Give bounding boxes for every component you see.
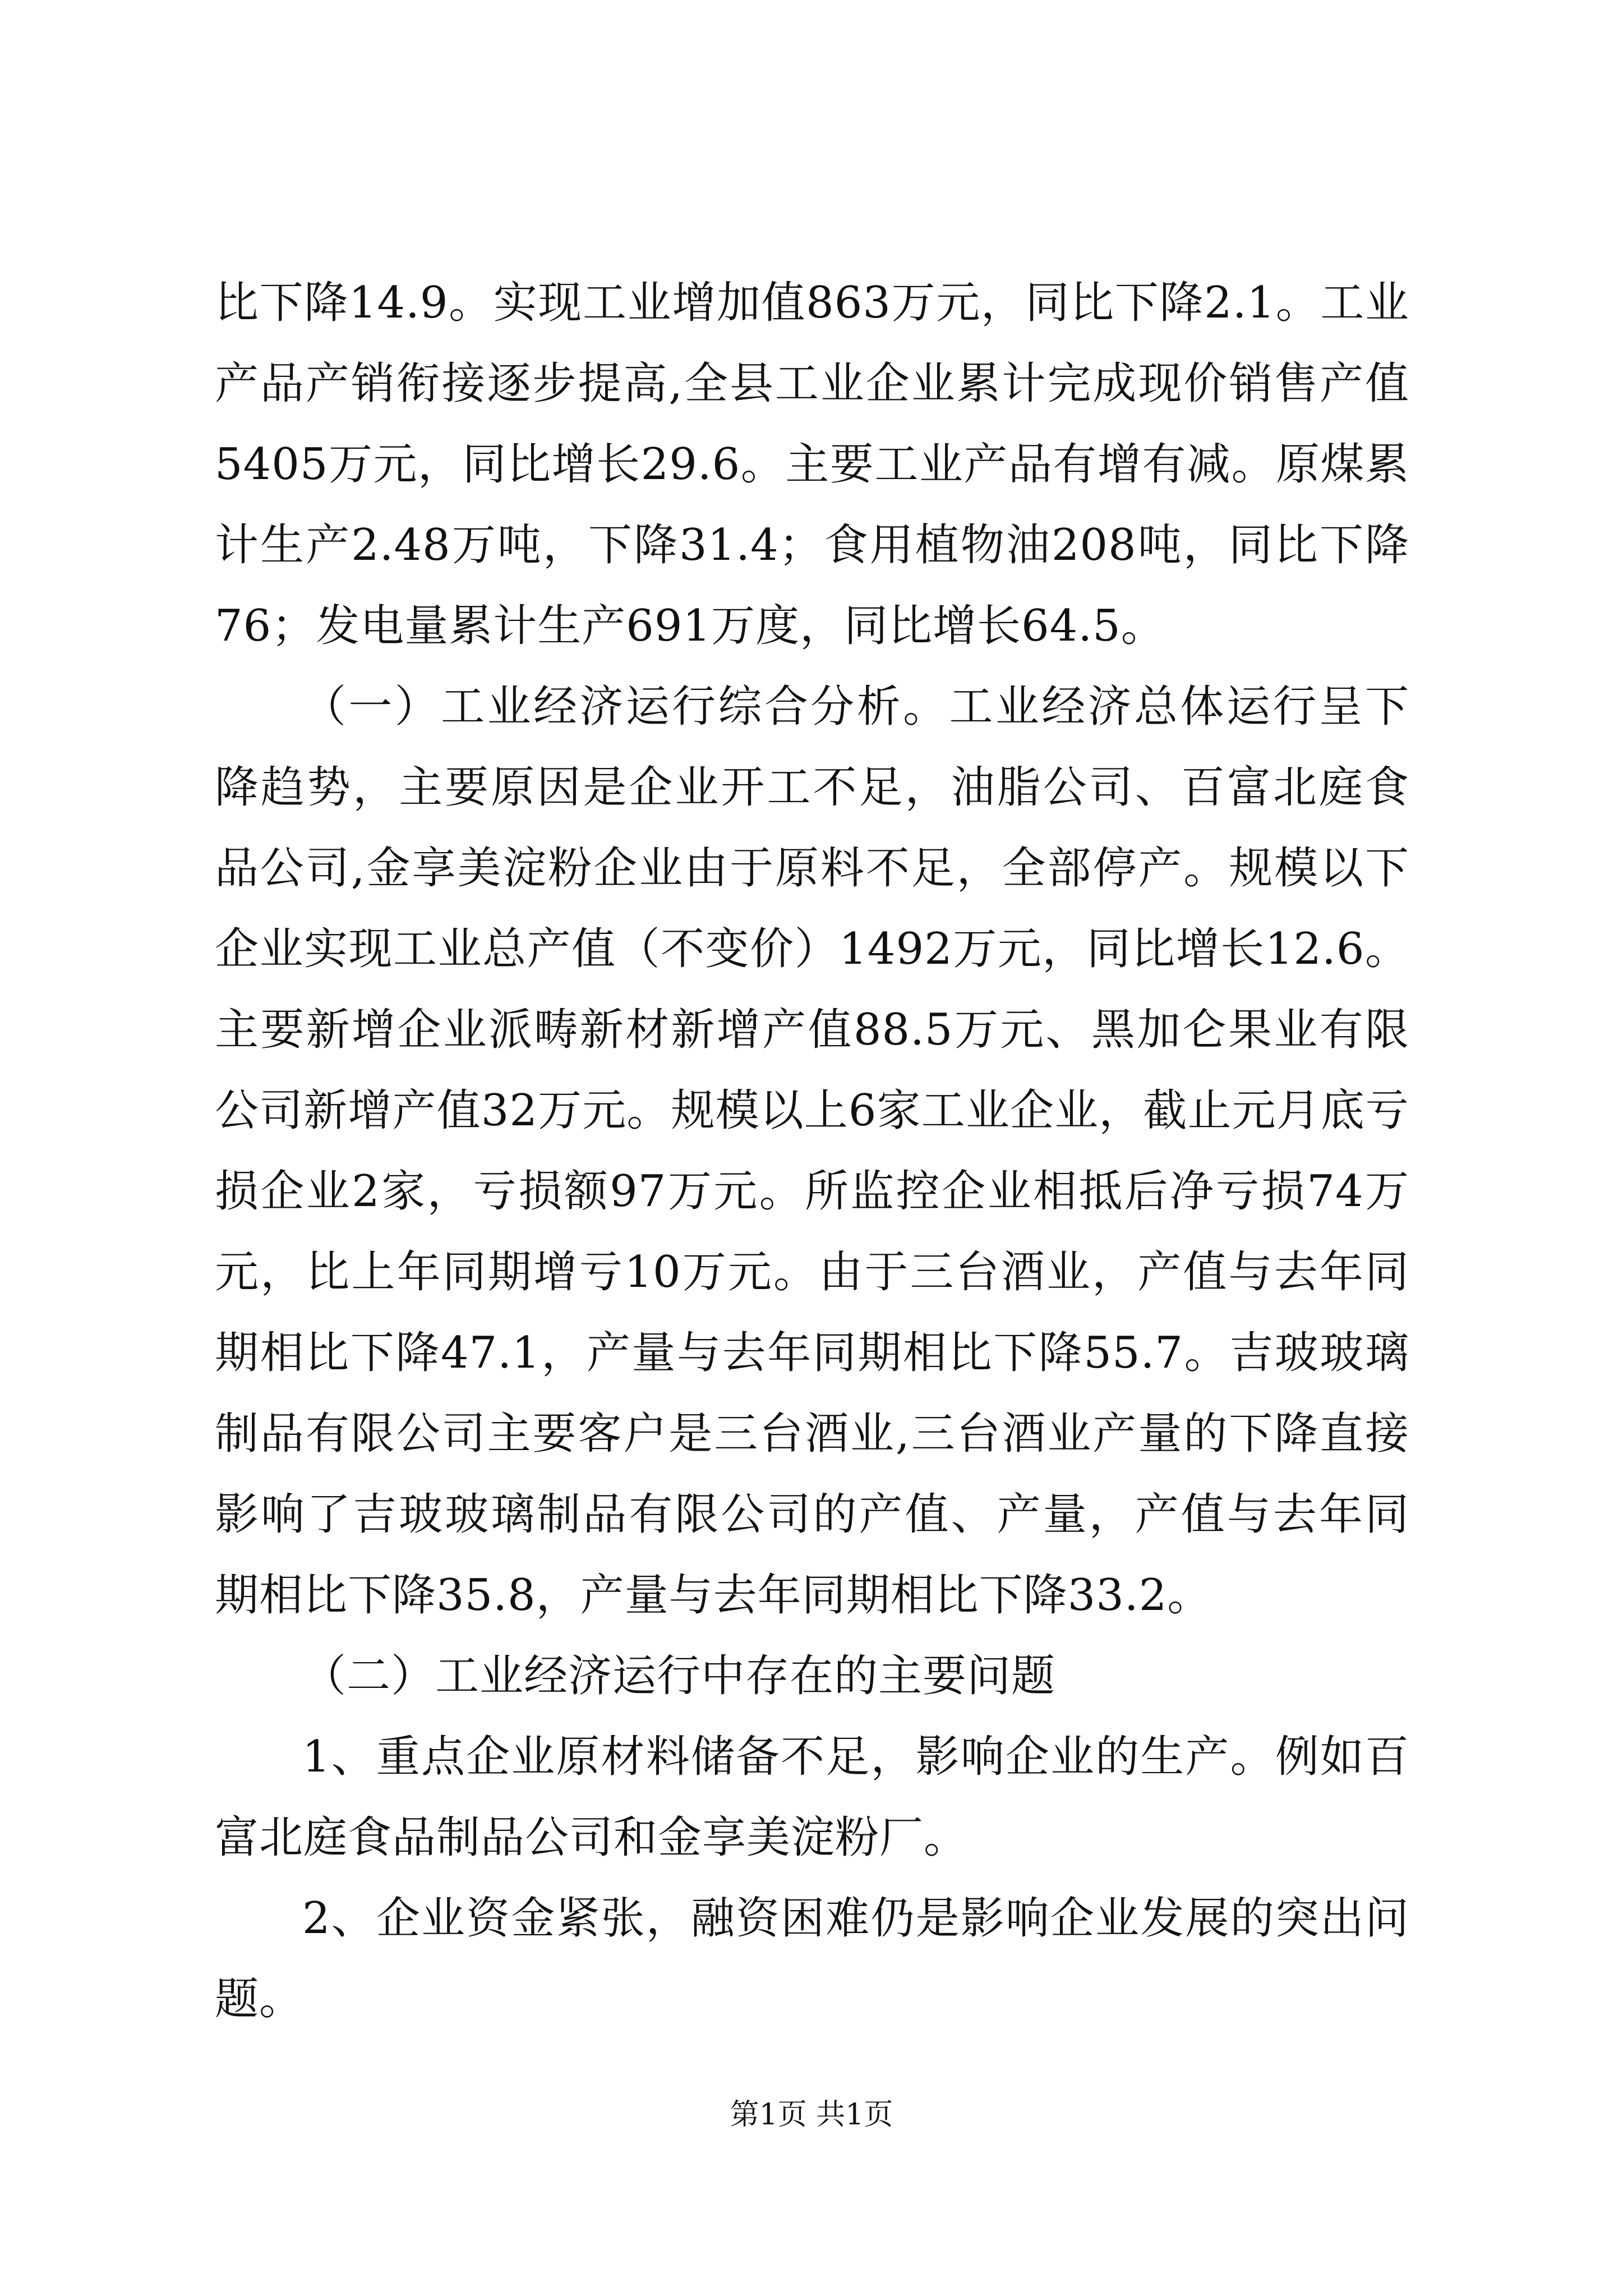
- list-item-funding: 2、企业资金紧张，融资困难仍是影响企业发展的突出问题。: [215, 1893, 1409, 2024]
- paragraph-industry-output: 比下降14.9。实现工业增加值863万元，同比下降2.1。工业产品产销衔接逐步提高,全县工业企业累计完成现价销售产值5405万元，同比增长29.6。主要工业产品有增有减。原煤累计生产2.48万吨，下降31.4；食用植物油208吨，同比下降76；发电量累计生产691万度，同比增长64.5。: [215, 278, 1409, 651]
- document-body: [215, 263, 1409, 2040]
- section-heading-problems: （二）工业经济运行中存在的主要问题: [302, 1651, 1056, 1701]
- page-footer: 第1页 共1页: [730, 2098, 893, 2132]
- list-item-raw-materials: 1、重点企业原材料储备不足，影响企业的生产。例如百富北庭食品制品公司和金享美淀粉厂。: [215, 1732, 1409, 1863]
- paragraph-analysis: （一）工业经济运行综合分析。工业经济总体运行呈下降趋势，主要原因是企业开工不足，油脂公司、百富北庭食品公司,金享美淀粉企业由于原料不足，全部停产。规模以下企业实现工业总产值（不变价）1492万元，同比增长12.6。主要新增企业派畴新材新增产值88.5万元、黑加仑果业有限公司新增产值32万元。规模以上6家工业企业，截止元月底亏损企业2家，亏损额97万元。所监控企业相抵后净亏损74万元，比上年同期增亏10万元。由于三台酒业，产值与去年同期相比下降47.1，产量与去年同期相比下降55.7。吉玻玻璃制品有限公司主要客户是三台酒业,三台酒业产量的下降直接影响了吉玻玻璃制品有限公司的产值、产量，产值与去年同期相比下降35.8，产量与去年同期相比下降33.2。: [215, 682, 1409, 1621]
